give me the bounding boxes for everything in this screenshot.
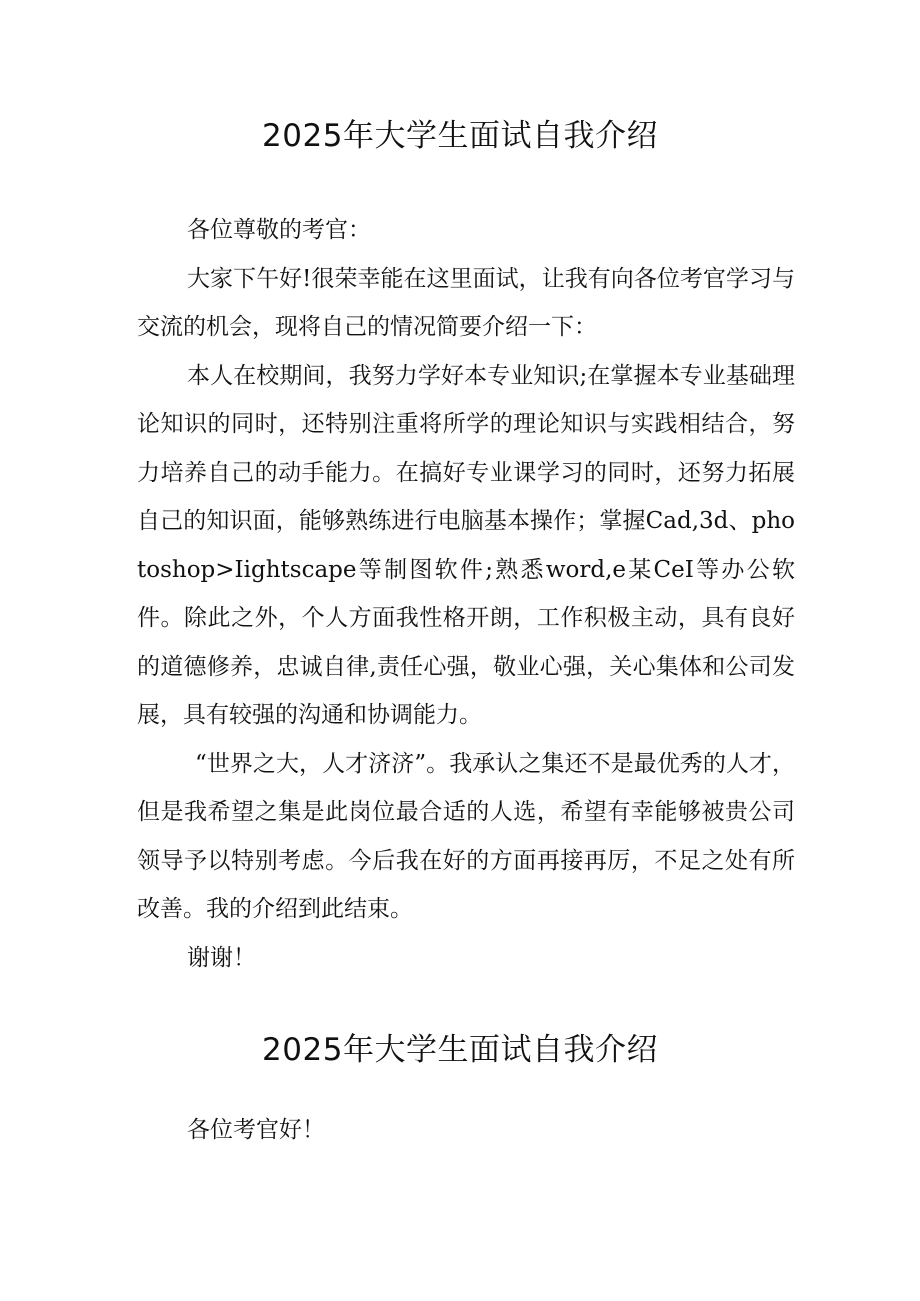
greeting-second: 各位考官好！ — [187, 1117, 325, 1143]
section-2-body — [137, 1106, 795, 1155]
document-title-second: 2025年大学生面试自我介绍 — [262, 1032, 658, 1068]
paragraph-intro: 大家下午好!很荣幸能在这里面试，让我有向各位考官学习与交流的机会，现将自己的情况简要介绍一下： — [137, 265, 795, 340]
paragraph-skills: 本人在校期间，我努力学好本专业知识;在掌握本专业基础理论知识的同时，还特别注重将所学的理论知识与实践相结合，努力培养自己的动手能力。在搞好专业课学习的同时，还努力拓展自己的知识面，能够熟练进行电脑基本操作；掌握Cad,3d、photoshop>Iightscape等制图软件;熟悉word,e某CeI等办公软件。除此之外，个人方面我性格开朗，工作积极主动，具有良好的道德修养，忠诚自律,责任心强，敬业心强，关心集体和公司发展，具有较强的沟通和协调能力。 — [137, 362, 795, 728]
greeting: 各位尊敬的考官： — [187, 217, 371, 243]
paragraph-conclusion: “世界之大，人才济济”。我承认之集还不是最优秀的人才，但是我希望之集是此岗位最合适的人选，希望有幸能够被贵公司领导予以特别考虑。今后我在好的方面再接再厉，不足之处有所改善。我的介绍到此结束。 — [137, 750, 795, 922]
document-title: 2025年大学生面试自我介绍 — [262, 118, 658, 154]
section-1-body — [137, 206, 795, 982]
closing-thanks: 谢谢！ — [187, 944, 256, 971]
